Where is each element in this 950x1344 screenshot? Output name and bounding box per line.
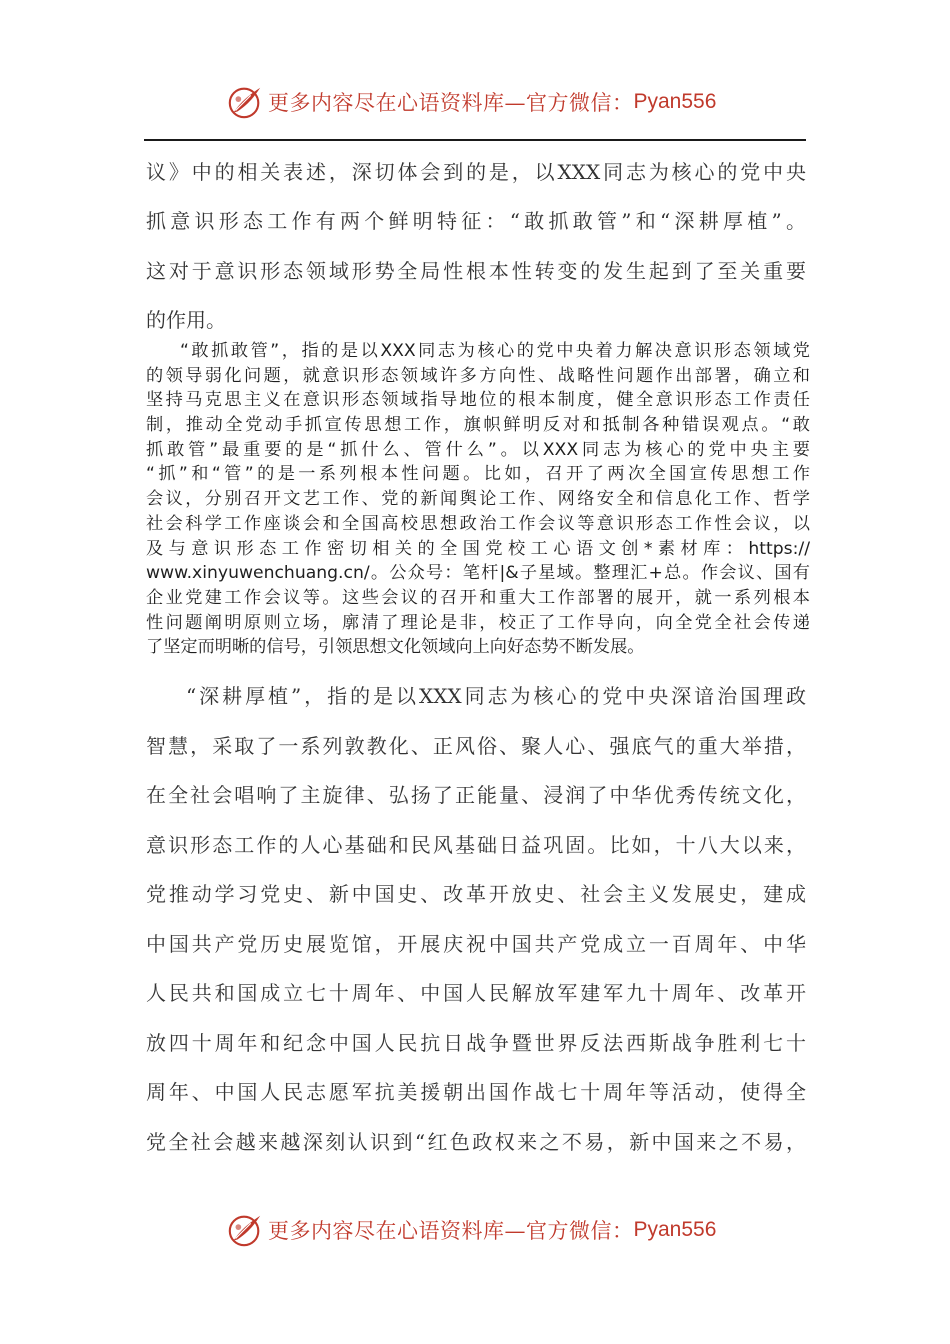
text-line: 中国共产党历史展览馆，开展庆祝中国共产党成立一百周年、中华	[146, 932, 806, 956]
quill-logo-icon	[226, 1211, 264, 1249]
text-line: 党全社会越来越深刻认识到“红色政权来之不易，新中国来之不易，	[146, 1130, 806, 1154]
text-line: 人民共和国成立七十周年、中国人民解放军建军九十周年、改革开	[146, 981, 806, 1005]
text-line: 及与意识形态工作密切相关的全国党校工心语文创*素材库：https://	[146, 538, 810, 559]
text-line: 党推动学习党史、新中国史、改革开放史、社会主义发展史，建成	[146, 882, 806, 906]
footer-banner	[0, 1208, 950, 1252]
header-banner	[0, 80, 950, 124]
text-line: 抓敢管”最重要的是“抓什么、管什么”。以XXX同志为核心的党中央主要	[146, 439, 810, 460]
text-line: 坚持马克思主义在意识形态领域指导地位的根本制度，健全意识形态工作责任	[146, 390, 810, 411]
text-line: “敢抓敢管”，指的是以XXX同志为核心的党中央着力解决意识形态领域党	[180, 341, 810, 361]
text-line: 了坚定而明晰的信号，引领思想文化领域向上向好态势不断发展。	[146, 637, 645, 658]
text-line: 放四十周年和纪念中国人民抗日战争暨世界反法西斯战争胜利七十	[146, 1031, 806, 1055]
text-line: 意识形态工作的人心基础和民风基础日益巩固。比如，十八大以来，	[146, 833, 806, 857]
text-line: 智慧，采取了一系列敦教化、正风俗、聚人心、强底气的重大举措，	[146, 734, 806, 758]
text-line: 这对于意识形态领域形势全局性根本性转变的发生起到了至关重要	[146, 259, 806, 283]
text-line: 制，推动全党动手抓宣传思想工作，旗帜鲜明反对和抵制各种错误观点。“敢	[146, 415, 810, 436]
text-line: 的领导弱化问题，就意识形态领域许多方向性、战略性问题作出部署，确立和	[146, 365, 810, 386]
header-wechat-id: Pyan556	[633, 90, 717, 113]
header-banner-text: 更多内容尽在心语资料库—官方微信：	[268, 91, 634, 115]
text-line: 会议，分别召开文艺工作、党的新闻舆论工作、网络安全和信息化工作、哲学	[146, 489, 810, 510]
text-line: 社会科学工作座谈会和全国高校思想政治工作会议等意识形态工作性会议，以	[146, 513, 810, 534]
text-line: 的作用。	[146, 308, 226, 332]
text-line: 企业党建工作会议等。这些会议的召开和重大工作部署的展开，就一系列根本	[146, 587, 810, 608]
paragraph-2	[146, 339, 810, 660]
text-line: 议》中的相关表述，深切体会到的是，以XXX同志为核心的党中央	[146, 160, 806, 184]
text-line: 周年、中国人民志愿军抗美援朝出国作战七十周年等活动，使得全	[146, 1080, 806, 1104]
footer-wechat-id: Pyan556	[633, 1218, 717, 1241]
text-line: 在全社会唱响了主旋律、弘扬了正能量、浸润了中华优秀传统文化，	[146, 783, 806, 807]
text-line: 性问题阐明原则立场，廓清了理论是非，校正了工作导向，向全党全社会传递	[146, 612, 810, 633]
text-line: “抓”和“管”的是一系列根本性问题。比如，召开了两次全国宣传思想工作	[146, 464, 810, 485]
footer-banner-text: 更多内容尽在心语资料库—官方微信：	[268, 1219, 634, 1243]
quill-logo-icon	[226, 83, 264, 121]
header-divider	[144, 139, 806, 141]
text-line: 抓意识形态工作有两个鲜明特征：“敢抓敢管”和“深耕厚植”。	[146, 209, 806, 233]
text-line: “深耕厚植”，指的是以XXX同志为核心的党中央深谙治国理政	[186, 684, 806, 708]
text-line: www.xinyuwenchuang.cn/。公众号：笔杆|&子星域。整理汇+总。作会议、国有	[146, 563, 810, 584]
